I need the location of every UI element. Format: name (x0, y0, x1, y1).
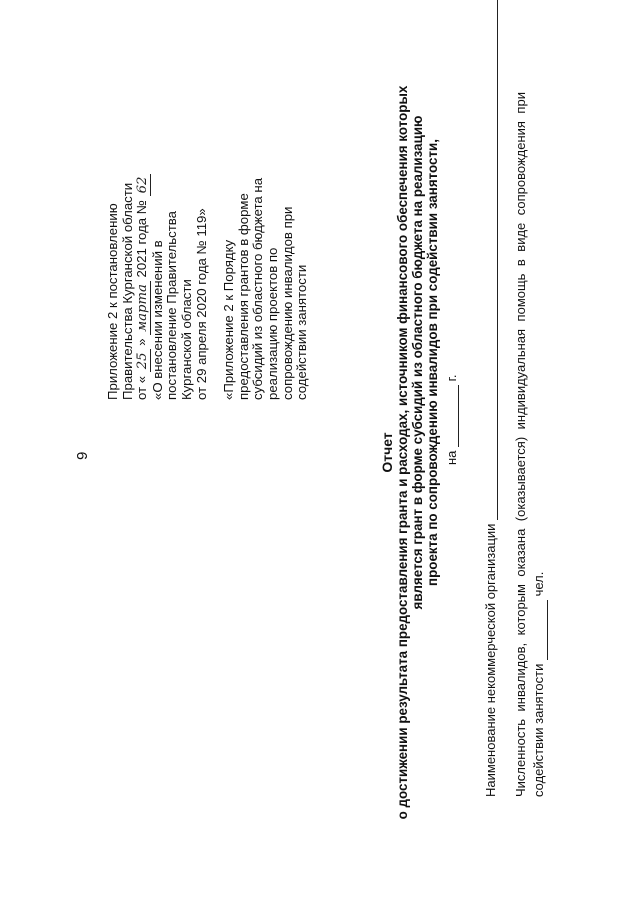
appendix-line: предоставления грантов в форме (235, 193, 251, 400)
count-blank (535, 600, 548, 660)
appendix-line: реализацию проектов по (264, 247, 280, 400)
org-name-label: Наименование некоммерческой организации (483, 523, 498, 797)
appendix-line: постановление Правительства (164, 211, 180, 400)
appendix-line: сопровождению инвалидов при (279, 206, 295, 400)
appendix-block-2 (222, 80, 310, 400)
appendix-line: Курганской области (178, 279, 194, 400)
report-title-line: является грант в форме субсидий из областного бюджета на реализацию (410, 115, 425, 610)
org-name-field (483, 0, 498, 797)
report-heading: Отчет (379, 432, 395, 473)
count-line-2: содействии занятости чел. (531, 571, 546, 797)
appendix-line: содействии занятости (294, 264, 310, 400)
page-number: 9 (74, 451, 91, 460)
report-date-line: на г. (444, 374, 459, 465)
report-title-line: проекта по сопровождению инвалидов при содействии занятости, (425, 139, 440, 586)
date-blank (446, 385, 459, 447)
count-line-1: Численность инвалидов, которым оказана (оказывается) индивидуальная помощь в виде сопровождения при (513, 92, 528, 797)
handwritten-month: марта (135, 281, 151, 335)
org-name-blank (485, 0, 498, 520)
disabled-count-field (512, 92, 548, 797)
handwritten-day: 25 (135, 349, 151, 372)
appendix-line: Правительства Курганской области (119, 182, 135, 400)
appendix-date-line: от « 25 » марта 2021 года № 62 (135, 80, 151, 400)
appendix-line: «Приложение 2 к Порядку (221, 239, 237, 400)
appendix-line: Приложение 2 к постановлению (105, 203, 120, 400)
appendix-header (106, 80, 310, 400)
appendix-line: от 29 апреля 2020 года № 119» (193, 208, 209, 400)
handwritten-number: 62 (135, 174, 151, 197)
report-title-line: о достижении результата предоставления гранта и расходах, источником финансового обеспечения которых (395, 85, 410, 820)
report-title (380, 0, 440, 905)
appendix-line: «О внесении изменений в (149, 240, 165, 400)
appendix-line: субсидий из областного бюджета на (250, 177, 266, 400)
